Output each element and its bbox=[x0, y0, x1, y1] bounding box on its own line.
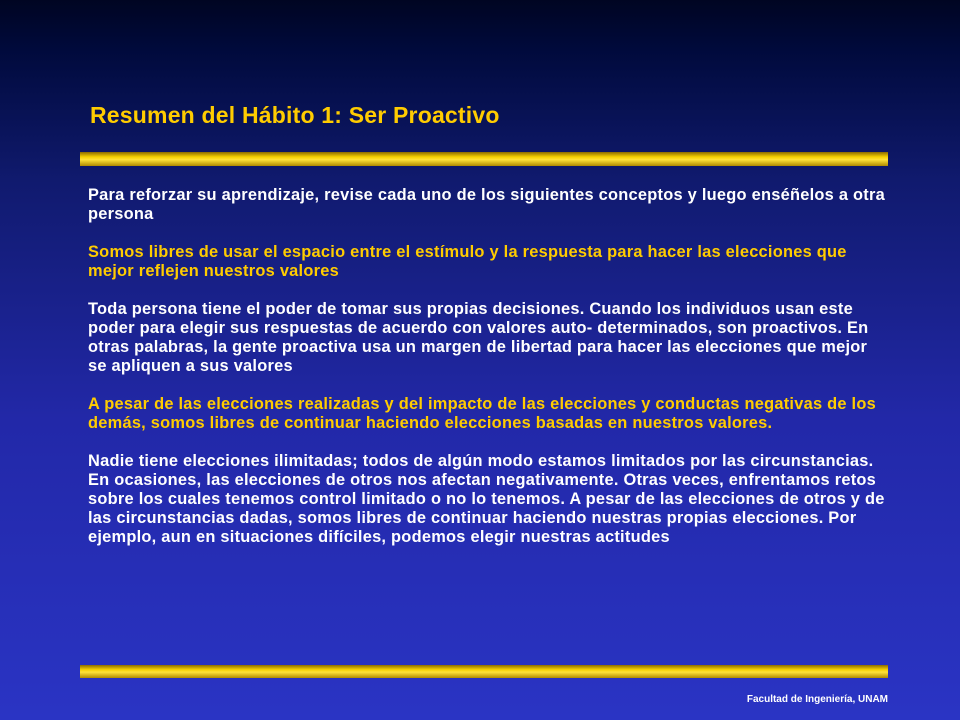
footer-credit: Facultad de Ingeniería, UNAM bbox=[746, 694, 888, 705]
title-divider-bar bbox=[80, 152, 888, 166]
paragraph-intro: Para reforzar su aprendizaje, revise cada uno de los siguientes conceptos y luego enséñelos a otra persona bbox=[88, 186, 885, 223]
slide-title: Resumen del Hábito 1: Ser Proactivo bbox=[90, 102, 500, 128]
slide-body bbox=[88, 186, 888, 566]
footer-divider-bar bbox=[80, 665, 888, 678]
paragraph-highlight-choices: A pesar de las elecciones realizadas y del impacto de las elecciones y conductas negativas de los demás, somos libres de continuar haciendo elecciones basadas en nuestros valores. bbox=[88, 395, 876, 432]
paragraph-limitations: Nadie tiene elecciones ilimitadas; todos de algún modo estamos limitados por las circunstancias. En ocasiones, las elecciones de otros nos afectan negativamente. Otras veces, enfrentamos retos sobre los cuales tenemos control limitado o no lo tenemos. A pesar de las elecciones de otros y de las circunstancias dadas, somos libres de continuar haciendo nuestras propias elecciones. Por ejemplo, aun en situaciones difíciles, podemos elegir nuestras actitudes bbox=[88, 452, 885, 546]
paragraph-decisions: Toda persona tiene el poder de tomar sus propias decisiones. Cuando los individuos usan este poder para elegir sus respuestas de acuerdo con valores auto- determinados, son proactivos. En otras palabras, la gente proactiva usa un margen de libertad para hacer las elecciones que mejor se apliquen a sus valores bbox=[88, 300, 869, 375]
paragraph-highlight-freedom: Somos libres de usar el espacio entre el estímulo y la respuesta para hacer las elecciones que mejor reflejen nuestros valores bbox=[88, 243, 847, 280]
